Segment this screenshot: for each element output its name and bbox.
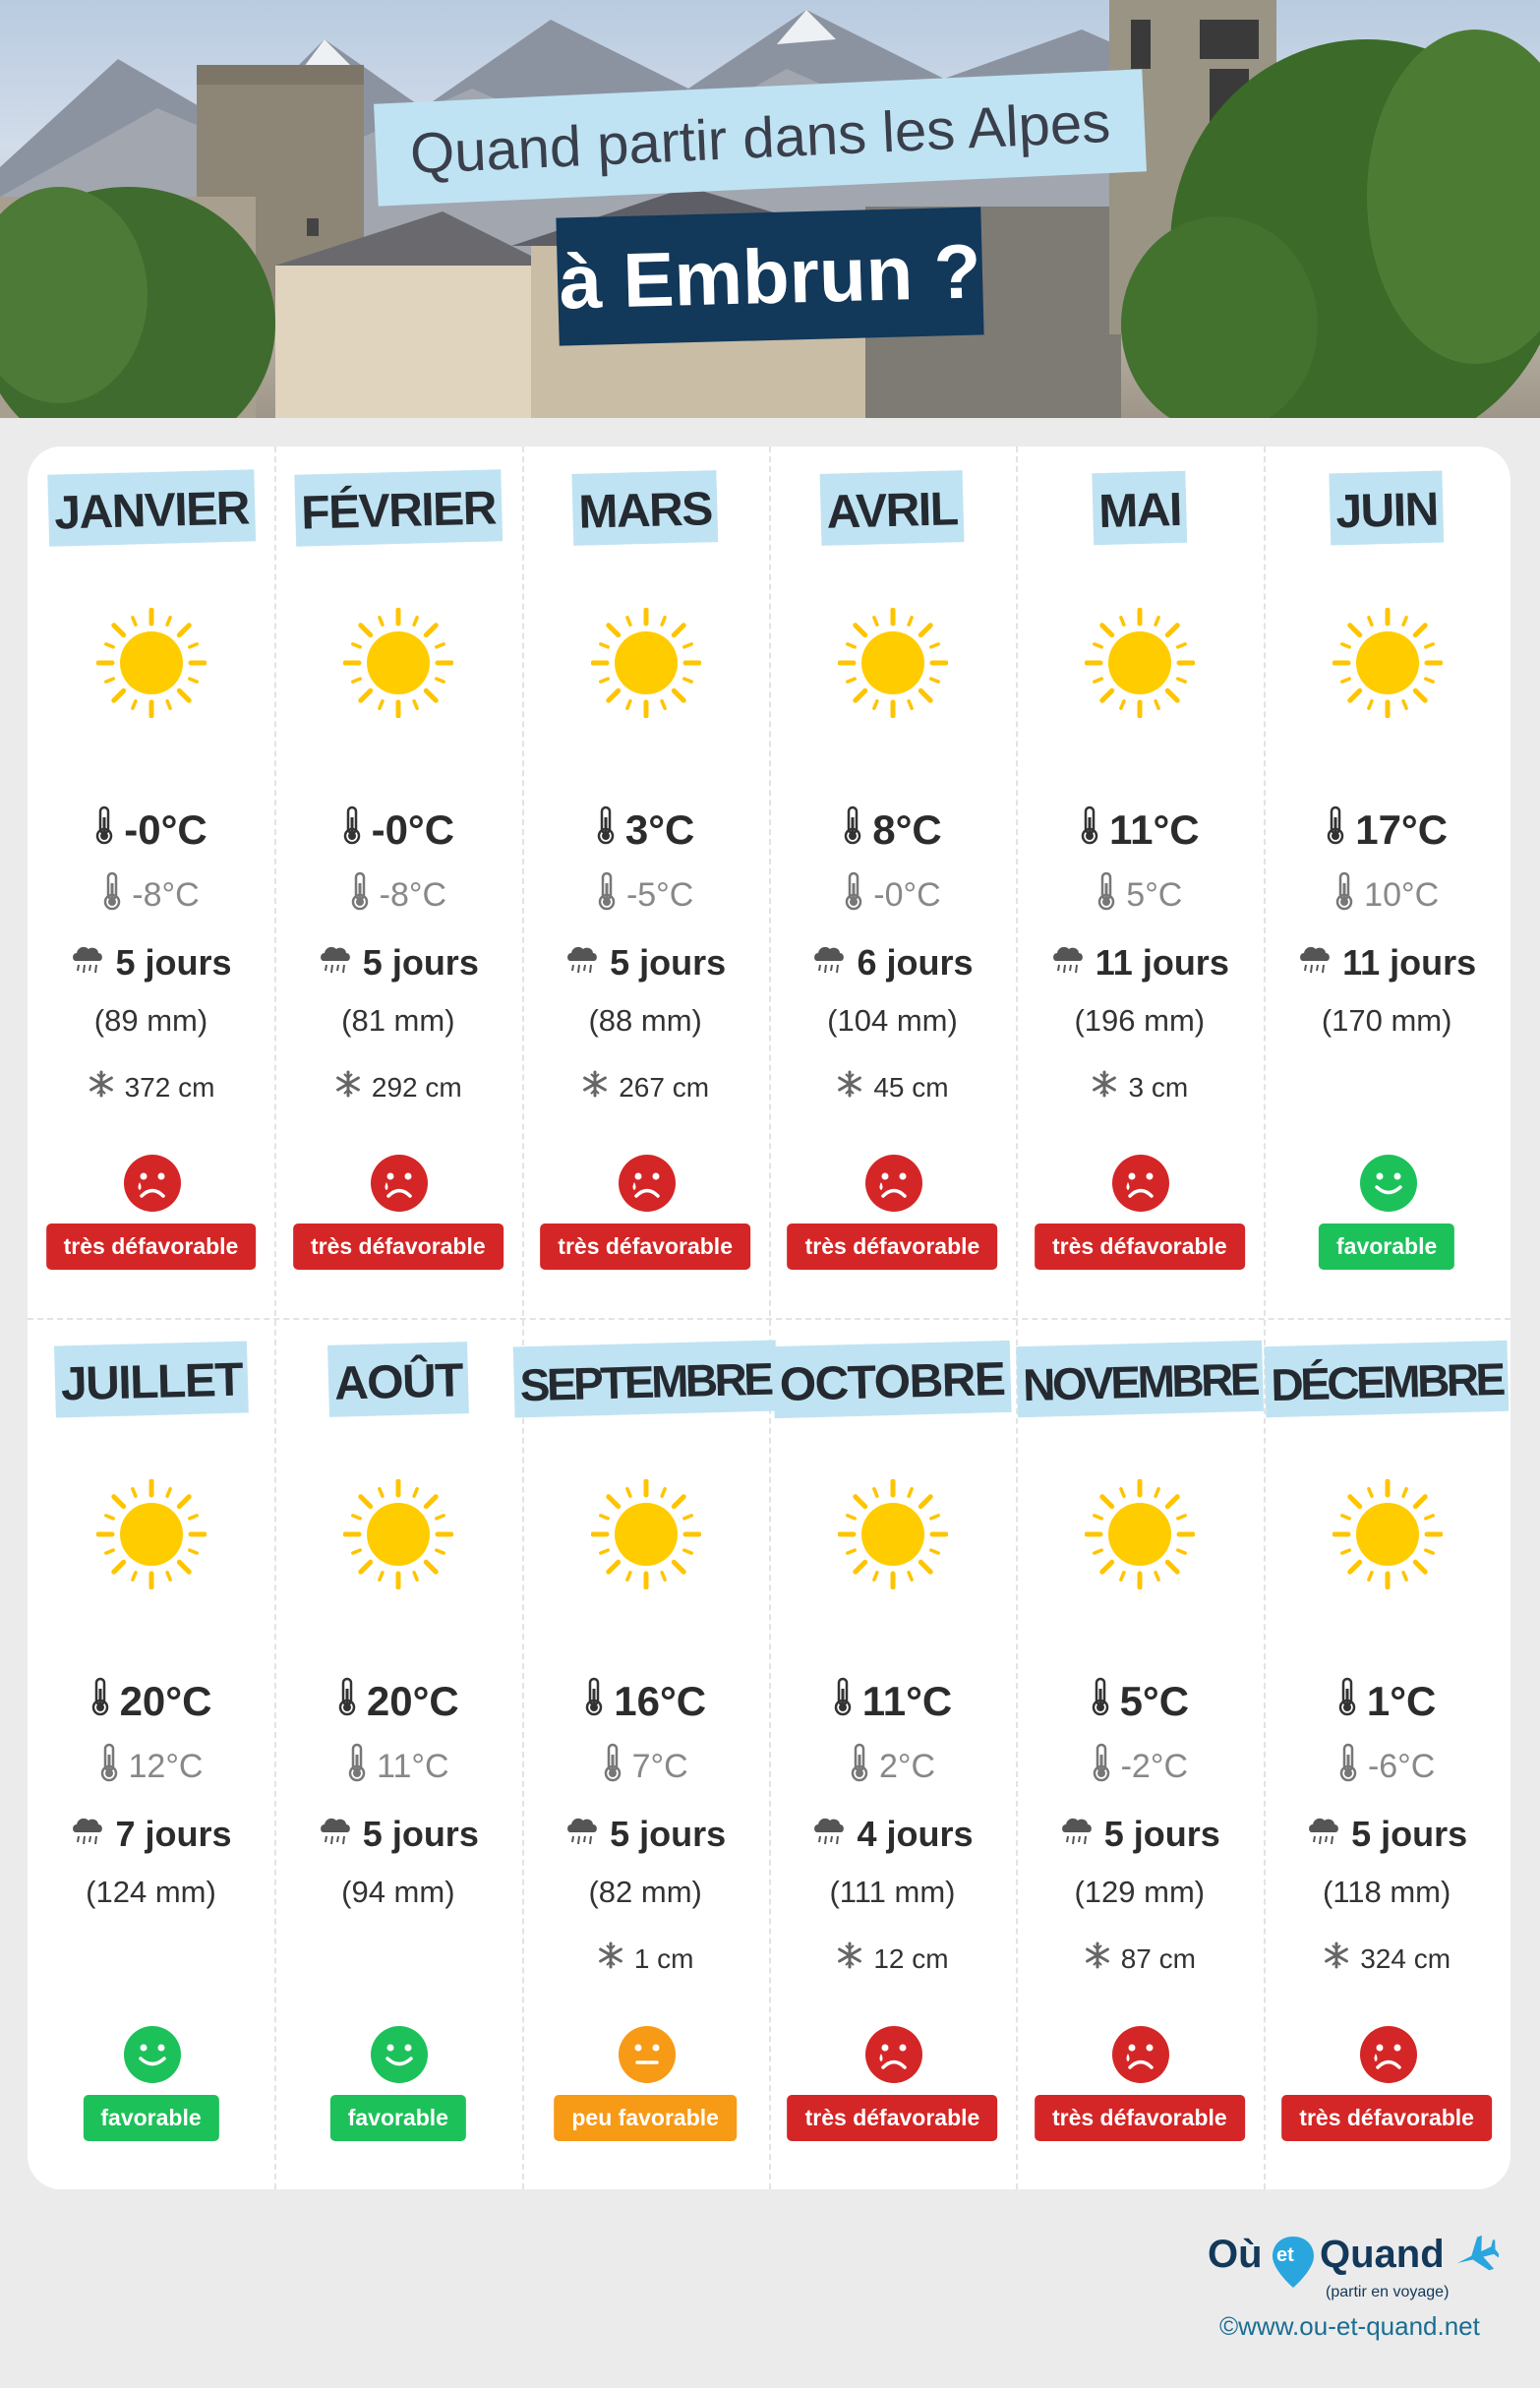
rain-days-value: 5 jours: [610, 942, 727, 983]
month-cell: [28, 447, 274, 1318]
month-cell: [274, 1318, 521, 2189]
rating-badge: favorable: [1319, 1224, 1454, 1270]
rating-badge: très défavorable: [1035, 1224, 1245, 1270]
thermometer-icon: [347, 1743, 367, 1791]
month-cell: [519, 1318, 772, 2189]
rain-cloud-icon: [70, 942, 105, 984]
max-temperature: [274, 1677, 521, 1726]
month-cell: [1016, 447, 1263, 1318]
sun-icon: [343, 1479, 453, 1589]
snowflake-icon: [1323, 1941, 1350, 1976]
rain-days: [1264, 942, 1510, 984]
rain-days-value: 6 jours: [857, 942, 974, 983]
rain-cloud-icon: [70, 1814, 105, 1855]
rain-amount: (81 mm): [341, 1003, 455, 1038]
min-temperature-value: -5°C: [625, 876, 694, 914]
min-temperature: [769, 1743, 1016, 1791]
thermometer-icon: [1092, 1743, 1111, 1791]
snow-depth-value: 267 cm: [619, 1071, 710, 1103]
sad-face-icon: [865, 2026, 922, 2083]
rating-badge: très défavorable: [46, 1224, 257, 1270]
logo-word-quand: Quand: [1320, 2233, 1445, 2276]
min-temperature: [274, 1743, 521, 1791]
logo-word-ou: Où: [1208, 2233, 1263, 2276]
thermometer-icon: [596, 806, 616, 855]
max-temperature-value: -0°C: [124, 806, 207, 853]
sad-face-icon: [1112, 2026, 1169, 2083]
snow-depth-value: 12 cm: [873, 1942, 949, 1974]
sad-face-icon: [1112, 1155, 1169, 1212]
sad-face-icon: [1360, 2026, 1417, 2083]
snow-depth: [522, 1941, 769, 1976]
rain-amount: (104 mm): [827, 1003, 958, 1038]
min-temperature: [1016, 871, 1263, 920]
snow-depth-value: 87 cm: [1120, 1942, 1196, 1974]
copyright-link[interactable]: ©www.ou-et-quand.net: [1219, 2311, 1480, 2341]
snowflake-icon: [581, 1070, 609, 1104]
month-label: AOÛT: [327, 1342, 469, 1417]
max-temperature-value: 11°C: [861, 1678, 953, 1724]
rain-amount: (82 mm): [588, 1875, 702, 1909]
snowflake-icon: [597, 1941, 624, 1976]
month-cell: [1264, 1318, 1510, 2189]
snow-depth: [769, 1070, 1016, 1104]
thermometer-icon: [94, 806, 114, 855]
rain-days: [28, 942, 274, 984]
month-cell: [1016, 1318, 1263, 2189]
min-temperature-value: 10°C: [1364, 876, 1440, 914]
max-temperature-value: 16°C: [614, 1678, 707, 1724]
rain-days-value: 5 jours: [115, 942, 232, 983]
min-temperature: [28, 1743, 274, 1791]
logo-tagline: (partir en voyage): [1326, 2284, 1450, 2300]
rain-cloud-icon: [564, 942, 600, 984]
happy-face-icon: [124, 2026, 181, 2083]
neutral-face-icon: [619, 2026, 676, 2083]
sun-icon: [591, 1479, 701, 1589]
rain-amount: (118 mm): [1322, 1875, 1451, 1909]
rain-amount: (196 mm): [1074, 1003, 1206, 1038]
rain-days-value: 5 jours: [362, 942, 479, 983]
thermometer-icon: [597, 871, 617, 920]
rating-badge: favorable: [83, 2095, 218, 2141]
thermometer-icon: [337, 1677, 357, 1726]
rain-days: [769, 942, 1016, 984]
thermometer-icon: [844, 871, 863, 920]
snow-depth-value: 292 cm: [371, 1071, 462, 1103]
month-label: NOVEMBRE: [1016, 1341, 1264, 1418]
snow-depth-value: 3 cm: [1128, 1071, 1189, 1103]
month-cell: [274, 447, 521, 1318]
thermometer-icon: [833, 1677, 853, 1726]
thermometer-icon: [1334, 871, 1354, 920]
max-temperature: [28, 806, 274, 855]
min-temperature: [1264, 1743, 1510, 1791]
month-cell: [1264, 447, 1510, 1318]
max-temperature: [1016, 806, 1263, 855]
rain-cloud-icon: [811, 1814, 847, 1855]
thermometer-icon: [99, 1743, 119, 1791]
max-temperature: [274, 806, 521, 855]
thermometer-icon: [1337, 1677, 1357, 1726]
month-label: JANVIER: [47, 469, 255, 546]
min-temperature-value: -0°C: [873, 876, 941, 914]
max-temperature: [1016, 1677, 1263, 1726]
snow-depth: [274, 1070, 521, 1104]
snowflake-icon: [836, 1070, 863, 1104]
rating-badge: très défavorable: [293, 1224, 503, 1270]
happy-face-icon: [1360, 1155, 1417, 1212]
climate-table: [28, 447, 1510, 2189]
snow-depth-value: 372 cm: [124, 1071, 215, 1103]
min-temperature: [522, 1743, 769, 1791]
min-temperature-value: -8°C: [132, 876, 200, 914]
snowflake-icon: [1091, 1070, 1118, 1104]
min-temperature: [769, 871, 1016, 920]
thermometer-icon: [850, 1743, 869, 1791]
ou-et-quand-logo: [1208, 2233, 1503, 2305]
sun-icon: [96, 1479, 207, 1589]
rain-days-value: 11 jours: [1095, 942, 1229, 983]
rating-badge: très défavorable: [788, 2095, 998, 2141]
rain-cloud-icon: [1297, 942, 1333, 984]
rain-days-value: 5 jours: [362, 1814, 479, 1854]
rain-amount: (129 mm): [1074, 1875, 1206, 1909]
rain-amount: (170 mm): [1321, 1003, 1452, 1038]
rain-cloud-icon: [564, 1814, 600, 1855]
snow-depth: [1016, 1941, 1263, 1976]
sun-icon: [591, 608, 701, 718]
min-temperature-value: 2°C: [878, 1748, 936, 1785]
rain-days: [274, 942, 521, 984]
max-temperature-value: 17°C: [1355, 806, 1449, 853]
snowflake-icon: [88, 1070, 115, 1104]
rain-days: [1264, 1814, 1510, 1855]
sun-icon: [838, 608, 948, 718]
max-temperature-value: 20°C: [119, 1678, 212, 1724]
thermometer-icon: [584, 1677, 604, 1726]
max-temperature: [522, 1677, 769, 1726]
rain-days-value: 5 jours: [1103, 1814, 1220, 1854]
rain-days: [28, 1814, 274, 1855]
max-temperature-value: 5°C: [1119, 1678, 1190, 1724]
snowflake-icon: [1084, 1941, 1111, 1976]
thermometer-icon: [102, 871, 122, 920]
min-temperature-value: 11°C: [377, 1748, 449, 1785]
sad-face-icon: [865, 1155, 922, 1212]
sun-icon: [343, 608, 453, 718]
max-temperature: [28, 1677, 274, 1726]
sun-icon: [96, 608, 207, 718]
sun-icon: [1333, 1479, 1443, 1589]
sun-icon: [1085, 1479, 1195, 1589]
month-label: FÉVRIER: [294, 469, 502, 546]
max-temperature: [769, 806, 1016, 855]
snow-depth: [1264, 1941, 1510, 1976]
thermometer-icon: [1326, 806, 1345, 855]
snow-depth-value: 324 cm: [1360, 1942, 1451, 1974]
rain-days-value: 5 jours: [1351, 1814, 1468, 1854]
thermometer-icon: [90, 1677, 110, 1726]
month-label: SEPTEMBRE: [513, 1341, 778, 1418]
snow-depth-value: 1 cm: [633, 1942, 694, 1974]
min-temperature: [28, 871, 274, 920]
rain-days: [1016, 942, 1263, 984]
rain-days: [522, 1814, 769, 1855]
sad-face-icon: [371, 1155, 428, 1212]
max-temperature: [522, 806, 769, 855]
thermometer-icon: [1338, 1743, 1358, 1791]
rain-days-value: 5 jours: [610, 1814, 727, 1854]
sun-icon: [838, 1479, 948, 1589]
thermometer-icon: [603, 1743, 622, 1791]
snowflake-icon: [836, 1941, 863, 1976]
rain-amount: (94 mm): [341, 1875, 455, 1909]
rain-days-value: 11 jours: [1342, 942, 1477, 983]
max-temperature-value: 11°C: [1109, 806, 1200, 853]
snow-depth-value: 45 cm: [873, 1071, 949, 1103]
embrun-photo: [0, 0, 1540, 418]
month-cell: [769, 1318, 1016, 2189]
rain-cloud-icon: [1059, 1814, 1095, 1855]
rain-amount: (124 mm): [86, 1875, 216, 1909]
thermometer-icon: [342, 806, 362, 855]
rain-amount: (111 mm): [829, 1875, 956, 1909]
rain-cloud-icon: [318, 942, 353, 984]
min-temperature: [274, 871, 521, 920]
month-label: JUILLET: [53, 1341, 248, 1417]
thermometer-icon: [1096, 871, 1116, 920]
max-temperature-value: 3°C: [624, 806, 695, 853]
min-temperature-value: 7°C: [631, 1748, 688, 1785]
snow-depth: [769, 1941, 1016, 1976]
month-label: MARS: [572, 470, 719, 546]
snow-depth: [28, 1070, 274, 1104]
rain-amount: (88 mm): [588, 1003, 702, 1038]
rating-badge: très défavorable: [788, 1224, 998, 1270]
min-temperature: [1016, 1743, 1263, 1791]
rating-badge: très défavorable: [540, 1224, 750, 1270]
month-cell: [28, 1318, 274, 2189]
thermometer-icon: [1080, 806, 1099, 855]
thermometer-icon: [1091, 1677, 1110, 1726]
snow-depth: [522, 1070, 769, 1104]
sun-icon: [1333, 608, 1443, 718]
rating-badge: peu favorable: [554, 2095, 737, 2141]
month-label: AVRIL: [820, 470, 965, 546]
hero-banner: [0, 0, 1540, 418]
min-temperature-value: 12°C: [128, 1748, 204, 1785]
rain-cloud-icon: [1050, 942, 1086, 984]
month-label: MAI: [1092, 471, 1187, 545]
month-cell: [769, 447, 1016, 1318]
thermometer-icon: [350, 871, 370, 920]
logo-word-et: et: [1276, 2244, 1294, 2266]
month-label: DÉCEMBRE: [1265, 1341, 1510, 1417]
max-temperature-value: 8°C: [872, 806, 942, 853]
rain-days: [769, 1814, 1016, 1855]
snow-depth: [1016, 1070, 1263, 1104]
rain-days-value: 7 jours: [115, 1814, 232, 1854]
sad-face-icon: [124, 1155, 181, 1212]
thermometer-icon: [843, 806, 862, 855]
rain-cloud-icon: [1306, 1814, 1341, 1855]
min-temperature-value: -8°C: [379, 876, 447, 914]
happy-face-icon: [371, 2026, 428, 2083]
max-temperature: [769, 1677, 1016, 1726]
rain-days: [1016, 1814, 1263, 1855]
max-temperature-value: -0°C: [371, 806, 455, 853]
rating-badge: très défavorable: [1035, 2095, 1245, 2141]
airplane-icon: [1453, 2235, 1499, 2274]
rain-days: [522, 942, 769, 984]
min-temperature: [1264, 871, 1510, 920]
rain-days-value: 4 jours: [857, 1814, 974, 1854]
month-label: JUIN: [1330, 471, 1445, 546]
month-label: OCTOBRE: [773, 1341, 1011, 1418]
min-temperature-value: 5°C: [1126, 876, 1183, 914]
month-cell: [522, 447, 769, 1318]
rain-cloud-icon: [811, 942, 847, 984]
rain-amount: (89 mm): [93, 1003, 208, 1038]
max-temperature-value: 20°C: [366, 1678, 459, 1724]
max-temperature: [1264, 1677, 1510, 1726]
max-temperature: [1264, 806, 1510, 855]
rating-badge: favorable: [330, 2095, 466, 2141]
min-temperature-value: -2°C: [1120, 1748, 1188, 1785]
snowflake-icon: [334, 1070, 362, 1104]
max-temperature-value: 1°C: [1366, 1678, 1437, 1724]
title-line-2: à Embrun ?: [556, 207, 983, 345]
min-temperature-value: -6°C: [1367, 1748, 1436, 1785]
rain-cloud-icon: [318, 1814, 353, 1855]
rain-days: [274, 1814, 521, 1855]
title-line-1: Quand partir dans les Alpes: [374, 69, 1147, 206]
rating-badge: très défavorable: [1281, 2095, 1492, 2141]
sad-face-icon: [619, 1155, 676, 1212]
sun-icon: [1085, 608, 1195, 718]
min-temperature: [522, 871, 769, 920]
